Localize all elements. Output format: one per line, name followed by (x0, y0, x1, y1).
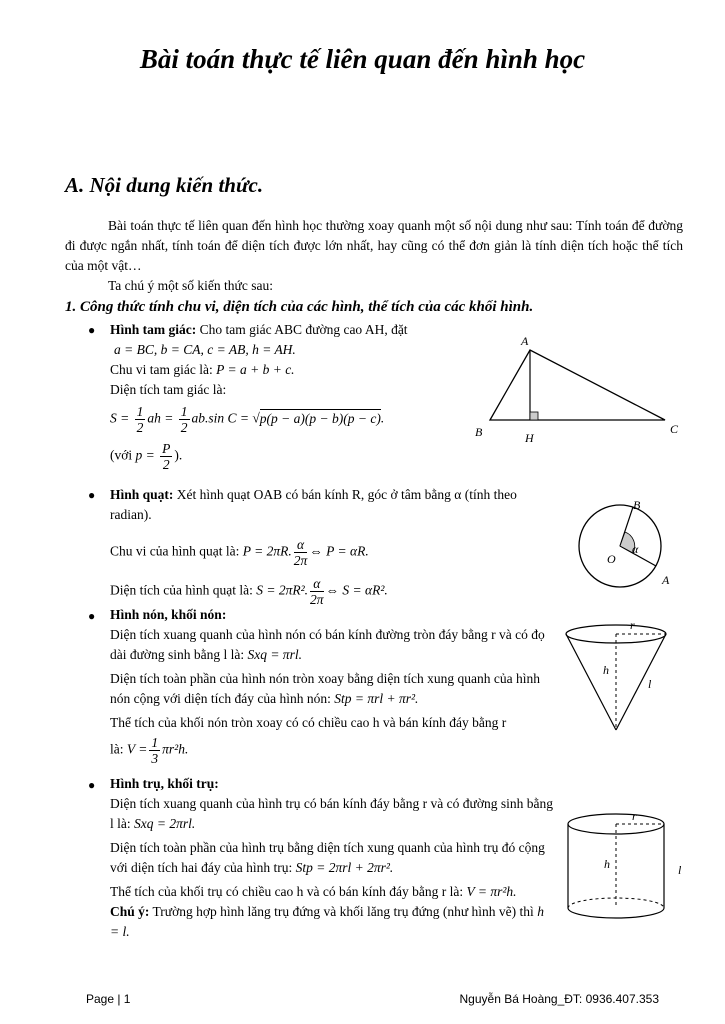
triangle-label: Hình tam giác: (110, 322, 197, 337)
cylinder-bottom-front (568, 908, 664, 918)
sector-figure (570, 496, 680, 596)
cone-label: Hình nón, khối nón: (110, 607, 227, 622)
area-lhs: S = (110, 410, 130, 426)
triangle-block (110, 320, 470, 472)
section-a-heading: A. Nội dung kiến thức. (65, 173, 264, 197)
sector-block (110, 485, 560, 607)
frac-half-1: $\frac{1}{2}$ (136, 404, 144, 435)
center-O-label: O (607, 552, 616, 566)
heron-sqrt: p(p − a)(p − b)(p − c) (259, 410, 381, 426)
frac-alpha-2pi-1: $\frac{\alpha}{2\pi}$ (293, 537, 308, 568)
cylinder-label: Hình trụ, khối trụ: (110, 776, 219, 791)
cylinder-line-2: Diện tích toàn phần của hình trụ bằng diện tích xung quanh của hình trụ đó cộng với diện tích hai đáy của hình trụ: (110, 840, 545, 875)
cylinder-line-3: Thể tích của khối trụ có chiều cao h và có bán kính đáy bằng r là: (110, 884, 464, 899)
cylinder-r-label: r (632, 809, 637, 823)
cylinder-volume-formula: V = πr²h. (466, 884, 517, 899)
vertex-C-label: C (670, 422, 679, 436)
cone-line-3: Thể tích của khối nón tròn xoay có có chiều cao h và bán kính đáy bằng r (110, 715, 507, 730)
cylinder-note-label: Chú ý: (110, 904, 150, 919)
area-term-2: ab.sin C = (191, 410, 249, 426)
cylinder-l-label: l (678, 863, 682, 877)
section-1-heading: 1. Công thức tính chu vi, diện tích của các hình, thể tích của các khối hình. (65, 299, 534, 315)
footer-page-number: Page | 1 (86, 992, 131, 1006)
frac-p-over-2: $\frac{P}{2}$ (162, 441, 171, 472)
bullet-cylinder: ● (88, 778, 96, 792)
triangle-perimeter-formula: P = a + b + c. (216, 362, 295, 377)
cone-lateral-formula: Sxq = πrl. (247, 647, 302, 662)
intro-note: Ta chú ý một số kiến thức sau: (108, 278, 273, 293)
frac-alpha-2pi-2: $\frac{\alpha}{2\pi}$ (310, 576, 324, 607)
area-term-1: ah = (147, 410, 174, 426)
triangle-area-label: Diện tích tam giác là: (110, 382, 227, 397)
cylinder-lateral-formula: Sxq = 2πrl. (134, 816, 196, 831)
cylinder-figure (560, 802, 700, 932)
cylinder-block (110, 774, 555, 942)
intro-paragraph: Bài toán thực tế liên quan đến hình học thường xoay quanh một số nội dung như sau: Tính toán để đường đi được ngắn nhất, tính toán để diện tích được lớn nhất, hay cũng có thể đơn giản là tính diện tích hoặc thể tích của một vật… (65, 218, 683, 273)
sector-area: Diện tích của hình quạt là: S = 2πR². $\frac{\alpha}{2\pi}$ ⇔ S = αR². (110, 576, 388, 607)
point-B-label: B (633, 498, 641, 512)
triangle-shape (490, 350, 665, 420)
document-title: Bài toán thực tế liên quan đến hình học (139, 44, 586, 74)
bullet-cone: ● (88, 609, 96, 623)
cone-figure (560, 612, 700, 737)
sector-perimeter: Chu vi của hình quạt là: P = 2πR. $\frac{\alpha}{2\pi}$ ⇔ P = αR. (110, 537, 369, 568)
cone-line-1: Diện tích xuang quanh của hình nón có bán kính đường tròn đáy bằng r và có đọ dài đường sinh bằng l là: (110, 627, 545, 662)
triangle-defs: a = BC, b = CA, c = AB, h = AH. (114, 342, 296, 357)
frac-half-2: $\frac{1}{2}$ (180, 404, 188, 435)
triangle-text: Cho tam giác ABC đường cao AH, đặt (199, 322, 408, 337)
cylinder-total-formula: Stp = 2πrl + 2πr². (295, 860, 394, 875)
cone-volume: là: V = $\frac{1}{3}$ πr²h. (110, 735, 189, 766)
cylinder-line-1: Diện tích xuang quanh của hình trụ có bán kính đáy bằng r và có đường sinh bằng l là: (110, 796, 553, 831)
footer-author: Nguyễn Bá Hoàng_ĐT: 0936.407.353 (459, 992, 659, 1006)
point-A-label: A (662, 573, 670, 587)
angle-alpha-label: α (632, 542, 639, 556)
cone-r-label: r (630, 618, 635, 632)
cylinder-note-formula: h = l. (110, 904, 544, 939)
cone-l-label: l (648, 677, 652, 691)
cone-block (110, 605, 550, 766)
cone-h-label: h (603, 663, 609, 677)
cone-right-generator (616, 634, 666, 730)
frac-one-third: $\frac{1}{3}$ (151, 735, 159, 766)
sector-text: Xét hình quạt OAB có bán kính R, góc ở tâm bằng α (tính theo radian). (110, 487, 517, 522)
section-a-body (65, 216, 683, 296)
cone-total-formula: Stp = πrl + πr². (334, 691, 419, 706)
bullet-triangle: ● (88, 323, 96, 337)
triangle-perimeter-label: Chu vi tam giác là: (110, 362, 213, 377)
cone-left-generator (566, 634, 616, 730)
cylinder-note-text: Trường hợp hình lăng trụ đứng và khối lăng trụ đứng (như hình vẽ) thì (152, 904, 534, 919)
cone-line-2: Diện tích toàn phần của hình nón tròn xoay bằng diện tích xung quanh của hình nón cộng với diện tích đáy của hình nón: (110, 671, 541, 706)
vertex-B-label: B (475, 425, 483, 439)
triangle-figure (470, 330, 690, 450)
bullet-sector: ● (88, 488, 96, 502)
right-angle-mark (530, 412, 538, 420)
sector-label: Hình quạt: (110, 487, 174, 502)
vertex-A-label: A (521, 334, 529, 348)
foot-H-label: H (525, 431, 534, 445)
cylinder-h-label: h (604, 857, 610, 871)
triangle-area-formula: S = $\frac{1}{2}$ ah = $\frac{1}{2}$ ab.sin C = √p(p − a)(p − b)(p − c). (110, 404, 385, 435)
triangle-p-def: (với p = $\frac{P}{2}$ ). (110, 441, 183, 472)
